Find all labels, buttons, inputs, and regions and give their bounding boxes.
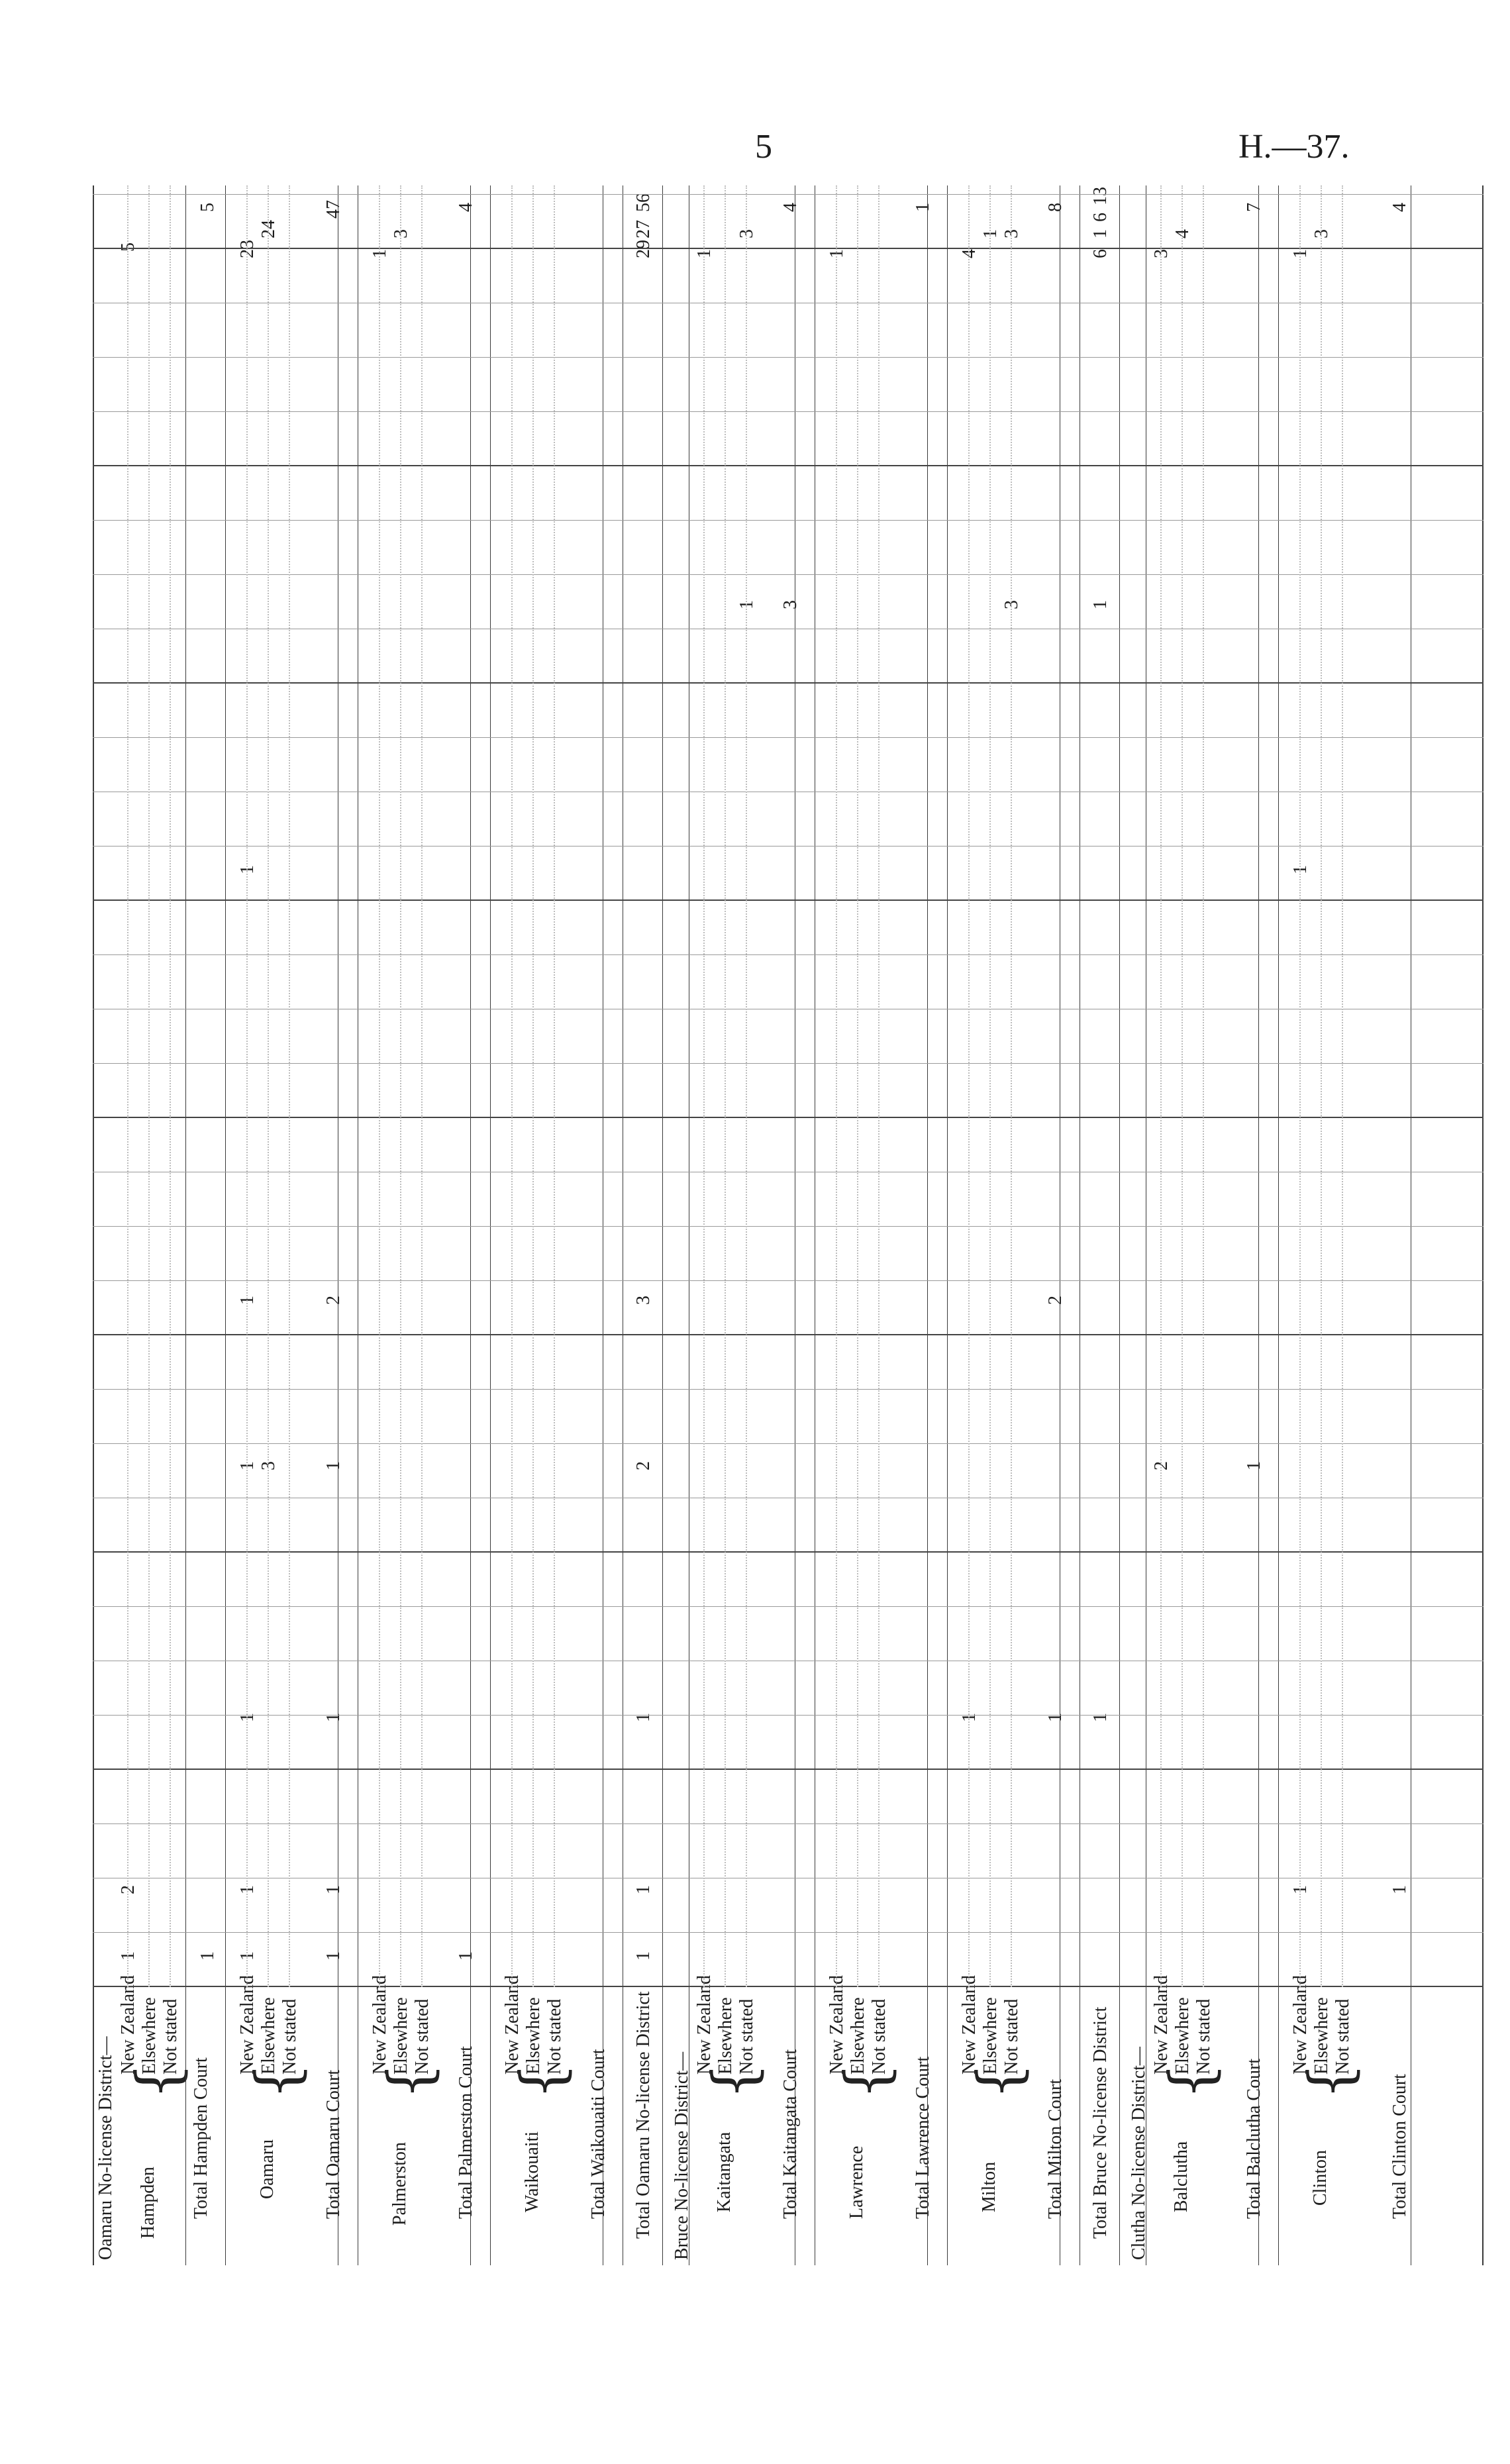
column-rule — [93, 846, 1484, 847]
leader-dots — [148, 185, 150, 1987]
court-total-label: Total Balclutha Court — [1244, 2058, 1264, 2219]
total-cell: 7 — [1244, 203, 1264, 212]
leader-dots — [421, 185, 423, 1987]
total-cell: 1 — [980, 229, 1001, 238]
court-total-label: Total Clinton Court — [1389, 2074, 1410, 2219]
row-label: Not stated — [869, 1998, 889, 2075]
data-cell: 1 — [237, 1296, 258, 1305]
total-cell: 29 — [633, 240, 654, 258]
court-total-label: Total Waikouaiti Court — [588, 2049, 609, 2219]
row-label: New Zealand — [959, 1975, 980, 2075]
court-total-label: Total Kaitangata Court — [780, 2049, 801, 2219]
row-label: New Zealand — [502, 1975, 523, 2075]
row-label: New Zealand — [694, 1975, 715, 2075]
row-label: Elsewhere — [139, 1997, 160, 2075]
data-cell: 1 — [456, 1951, 476, 1961]
row-label: Not stated — [736, 1998, 757, 2075]
leader-dots — [532, 185, 534, 1987]
column-rule — [93, 1334, 1484, 1335]
data-cell: 1 — [323, 1885, 344, 1894]
data-cell: 1 — [237, 1885, 258, 1894]
brace-icon: { — [965, 2063, 1033, 2100]
district-total-label: Total Oamaru No-license District — [633, 1991, 654, 2239]
data-cell: 1 — [1090, 1713, 1111, 1722]
data-cell: 1 — [118, 1951, 138, 1961]
row-label: New Zealand — [1290, 1975, 1311, 2075]
total-cell: 3 — [391, 229, 411, 238]
table-rule — [1258, 185, 1259, 2265]
data-cell: 2 — [633, 1461, 654, 1470]
court-total-label: Total Milton Court — [1045, 2079, 1066, 2219]
total-cell: 23 — [237, 240, 258, 258]
total-cell: 4 — [780, 203, 801, 212]
place-name: Oamaru — [257, 2139, 277, 2199]
column-rule — [93, 1606, 1484, 1607]
row-label: New Zealand — [1151, 1975, 1172, 2075]
row-label: Not stated — [160, 1998, 181, 2075]
column-rule — [93, 357, 1484, 358]
row-label: New Zealand — [827, 1975, 847, 2075]
row-label: New Zealand — [237, 1975, 258, 2075]
column-rule — [93, 1932, 1484, 1933]
column-rule — [93, 1117, 1484, 1118]
data-cell: 2 — [1151, 1461, 1172, 1470]
leader-dots — [246, 185, 248, 1987]
leader-dots — [1321, 185, 1322, 1987]
brace-icon: { — [376, 2063, 444, 2100]
data-cell: 1 — [633, 1713, 654, 1722]
column-rule — [93, 194, 1484, 195]
table-rule — [927, 185, 928, 2265]
brace-icon: { — [243, 2063, 311, 2100]
data-cell: 2 — [118, 1885, 138, 1894]
data-cell: 1 — [237, 865, 258, 874]
brace-icon: { — [1296, 2063, 1364, 2100]
leader-dots — [968, 185, 970, 1987]
column-rule — [93, 520, 1484, 521]
column-rule — [93, 1769, 1484, 1770]
row-label: Not stated — [412, 1998, 432, 2075]
total-cell: 3 — [1001, 229, 1022, 238]
place-name: Palmerston — [389, 2142, 410, 2226]
column-rule — [93, 574, 1484, 575]
brace-icon: { — [700, 2063, 768, 2100]
leader-dots — [554, 185, 555, 1987]
place-name: Lawrence — [846, 2145, 867, 2219]
column-rule — [93, 1986, 1484, 1987]
data-cell: 1 — [237, 1951, 258, 1961]
column-rule — [93, 1715, 1484, 1716]
leader-dots — [127, 185, 128, 1987]
data-cell: 1 — [1244, 1461, 1264, 1470]
total-cell: 1 — [827, 249, 847, 258]
data-cell: 1 — [323, 1713, 344, 1722]
leader-dots — [170, 185, 171, 1987]
leader-dots — [857, 185, 858, 1987]
column-rule — [93, 1063, 1484, 1064]
row-label: Not stated — [279, 1998, 300, 2075]
total-cell: 3 — [1311, 229, 1332, 238]
district-total-label: Total Bruce No-license District — [1090, 2006, 1111, 2239]
leader-dots — [1011, 185, 1012, 1987]
place-name: Kaitangata — [714, 2131, 734, 2212]
district-title: Oamaru No-license District— — [95, 2036, 116, 2260]
total-cell: 4 — [959, 249, 980, 258]
total-cell: 47 — [323, 200, 344, 219]
data-cell: 1 — [633, 1951, 654, 1961]
total-cell: 3 — [1151, 249, 1172, 258]
row-label: Elsewhere — [1172, 1997, 1193, 2075]
leader-dots — [289, 185, 290, 1987]
data-cell: 1 — [237, 1713, 258, 1722]
page-number: 5 — [755, 128, 772, 166]
data-cell: 1 — [1290, 1885, 1311, 1894]
row-label: Elsewhere — [258, 1997, 279, 2075]
data-cell: 1 — [1090, 600, 1111, 609]
court-total-label: Total Hampden Court — [191, 2057, 211, 2219]
place-name: Hampden — [138, 2167, 158, 2239]
leader-dots — [703, 185, 705, 1987]
column-rule — [93, 737, 1484, 738]
court-total-label: Total Oamaru Court — [323, 2069, 344, 2219]
place-name: Balclutha — [1171, 2141, 1191, 2212]
data-cell: 3 — [780, 600, 801, 609]
row-label: Elsewhere — [391, 1997, 411, 2075]
total-cell: 24 — [258, 220, 279, 238]
district-title: Clutha No-license District— — [1129, 2047, 1149, 2260]
total-cell: 6 — [1090, 249, 1111, 258]
data-cell: 1 — [237, 1461, 258, 1470]
row-label: Not stated — [1333, 1998, 1353, 2075]
leader-dots — [878, 185, 880, 1987]
total-cell: 3 — [736, 229, 757, 238]
column-rule — [93, 411, 1484, 412]
leader-dots — [511, 185, 513, 1987]
column-rule — [93, 954, 1484, 955]
row-label: Not stated — [1001, 1998, 1022, 2075]
total-cell: 1 — [1090, 229, 1111, 238]
total-cell: 27 — [633, 220, 654, 238]
column-rule — [93, 248, 1484, 249]
row-label: Elsewhere — [1311, 1997, 1332, 2075]
leader-dots — [400, 185, 401, 1987]
total-cell: 6 — [1090, 213, 1111, 222]
brace-icon: { — [1157, 2063, 1225, 2100]
data-cell: 1 — [633, 1885, 654, 1894]
leader-dots — [836, 185, 837, 1987]
total-cell: 1 — [370, 249, 390, 258]
column-rule — [93, 1226, 1484, 1227]
data-cell: 1 — [323, 1951, 344, 1961]
rotated-statistics-table — [93, 185, 1484, 2265]
column-rule — [93, 1823, 1484, 1824]
table-rule — [947, 185, 948, 2265]
column-rule — [93, 1551, 1484, 1553]
data-cell: 2 — [1045, 1296, 1066, 1305]
brace-icon: { — [508, 2063, 576, 2100]
data-cell: 1 — [1045, 1713, 1066, 1722]
row-label: Not stated — [1193, 1998, 1214, 2075]
parliamentary-paper-code: H.—37. — [1238, 128, 1350, 166]
table-rule — [1278, 185, 1279, 2265]
court-total-label: Total Lawrence Court — [913, 2056, 933, 2219]
data-cell: 1 — [959, 1713, 980, 1722]
column-rule — [93, 682, 1484, 684]
data-cell: 1 — [197, 1951, 218, 1961]
row-label: Elsewhere — [523, 1997, 544, 2075]
table-rule — [185, 185, 186, 2265]
brace-icon: { — [832, 2063, 901, 2100]
data-cell: 1 — [1389, 1885, 1410, 1894]
total-cell: 4 — [1389, 203, 1410, 212]
brace-icon: { — [124, 2063, 192, 2100]
court-total-label: Total Palmerston Court — [456, 2046, 476, 2219]
row-label: Elsewhere — [715, 1997, 736, 2075]
column-rule — [93, 1443, 1484, 1444]
table-rule — [470, 185, 471, 2265]
place-name: Waikouaiti — [522, 2131, 542, 2212]
row-label: Elsewhere — [980, 1997, 1001, 2075]
place-name: Milton — [979, 2161, 999, 2212]
column-rule — [93, 465, 1484, 466]
leader-dots — [1299, 185, 1301, 1987]
place-name: Clinton — [1310, 2149, 1331, 2206]
data-cell: 1 — [1290, 865, 1311, 874]
table-rule — [1119, 185, 1120, 2265]
leader-dots — [725, 185, 726, 1987]
total-cell: 1 — [913, 203, 933, 212]
total-cell: 8 — [1045, 203, 1066, 212]
data-cell: 3 — [258, 1461, 279, 1470]
table-rule — [225, 185, 226, 2265]
data-cell: 1 — [323, 1461, 344, 1470]
total-cell: 5 — [197, 203, 218, 212]
row-label: Elsewhere — [848, 1997, 868, 2075]
leader-dots — [1160, 185, 1162, 1987]
column-rule — [93, 899, 1484, 901]
table-rule — [490, 185, 491, 2265]
total-cell: 5 — [118, 242, 138, 252]
total-cell: 4 — [456, 203, 476, 212]
data-cell: 3 — [633, 1296, 654, 1305]
total-cell: 56 — [633, 193, 654, 212]
column-rule — [93, 1280, 1484, 1281]
total-cell: 1 — [694, 249, 715, 258]
district-title: Bruce No-license District— — [672, 2051, 692, 2260]
row-label: New Zealand — [370, 1975, 390, 2075]
total-cell: 1 — [1290, 249, 1311, 258]
leader-dots — [268, 185, 269, 1987]
leader-dots — [1203, 185, 1204, 1987]
leader-dots — [1342, 185, 1343, 1987]
leader-dots — [989, 185, 991, 1987]
row-label: Not stated — [544, 1998, 565, 2075]
leader-dots — [746, 185, 747, 1987]
total-cell: 4 — [1172, 229, 1193, 238]
leader-dots — [379, 185, 380, 1987]
column-rule — [93, 1389, 1484, 1390]
row-label: New Zealand — [118, 1975, 138, 2075]
data-cell: 2 — [323, 1296, 344, 1305]
leader-dots — [1182, 185, 1183, 1987]
data-cell: 3 — [1001, 600, 1022, 609]
data-cell: 1 — [736, 600, 757, 609]
total-cell: 13 — [1090, 187, 1111, 205]
table-rule — [662, 185, 663, 2265]
